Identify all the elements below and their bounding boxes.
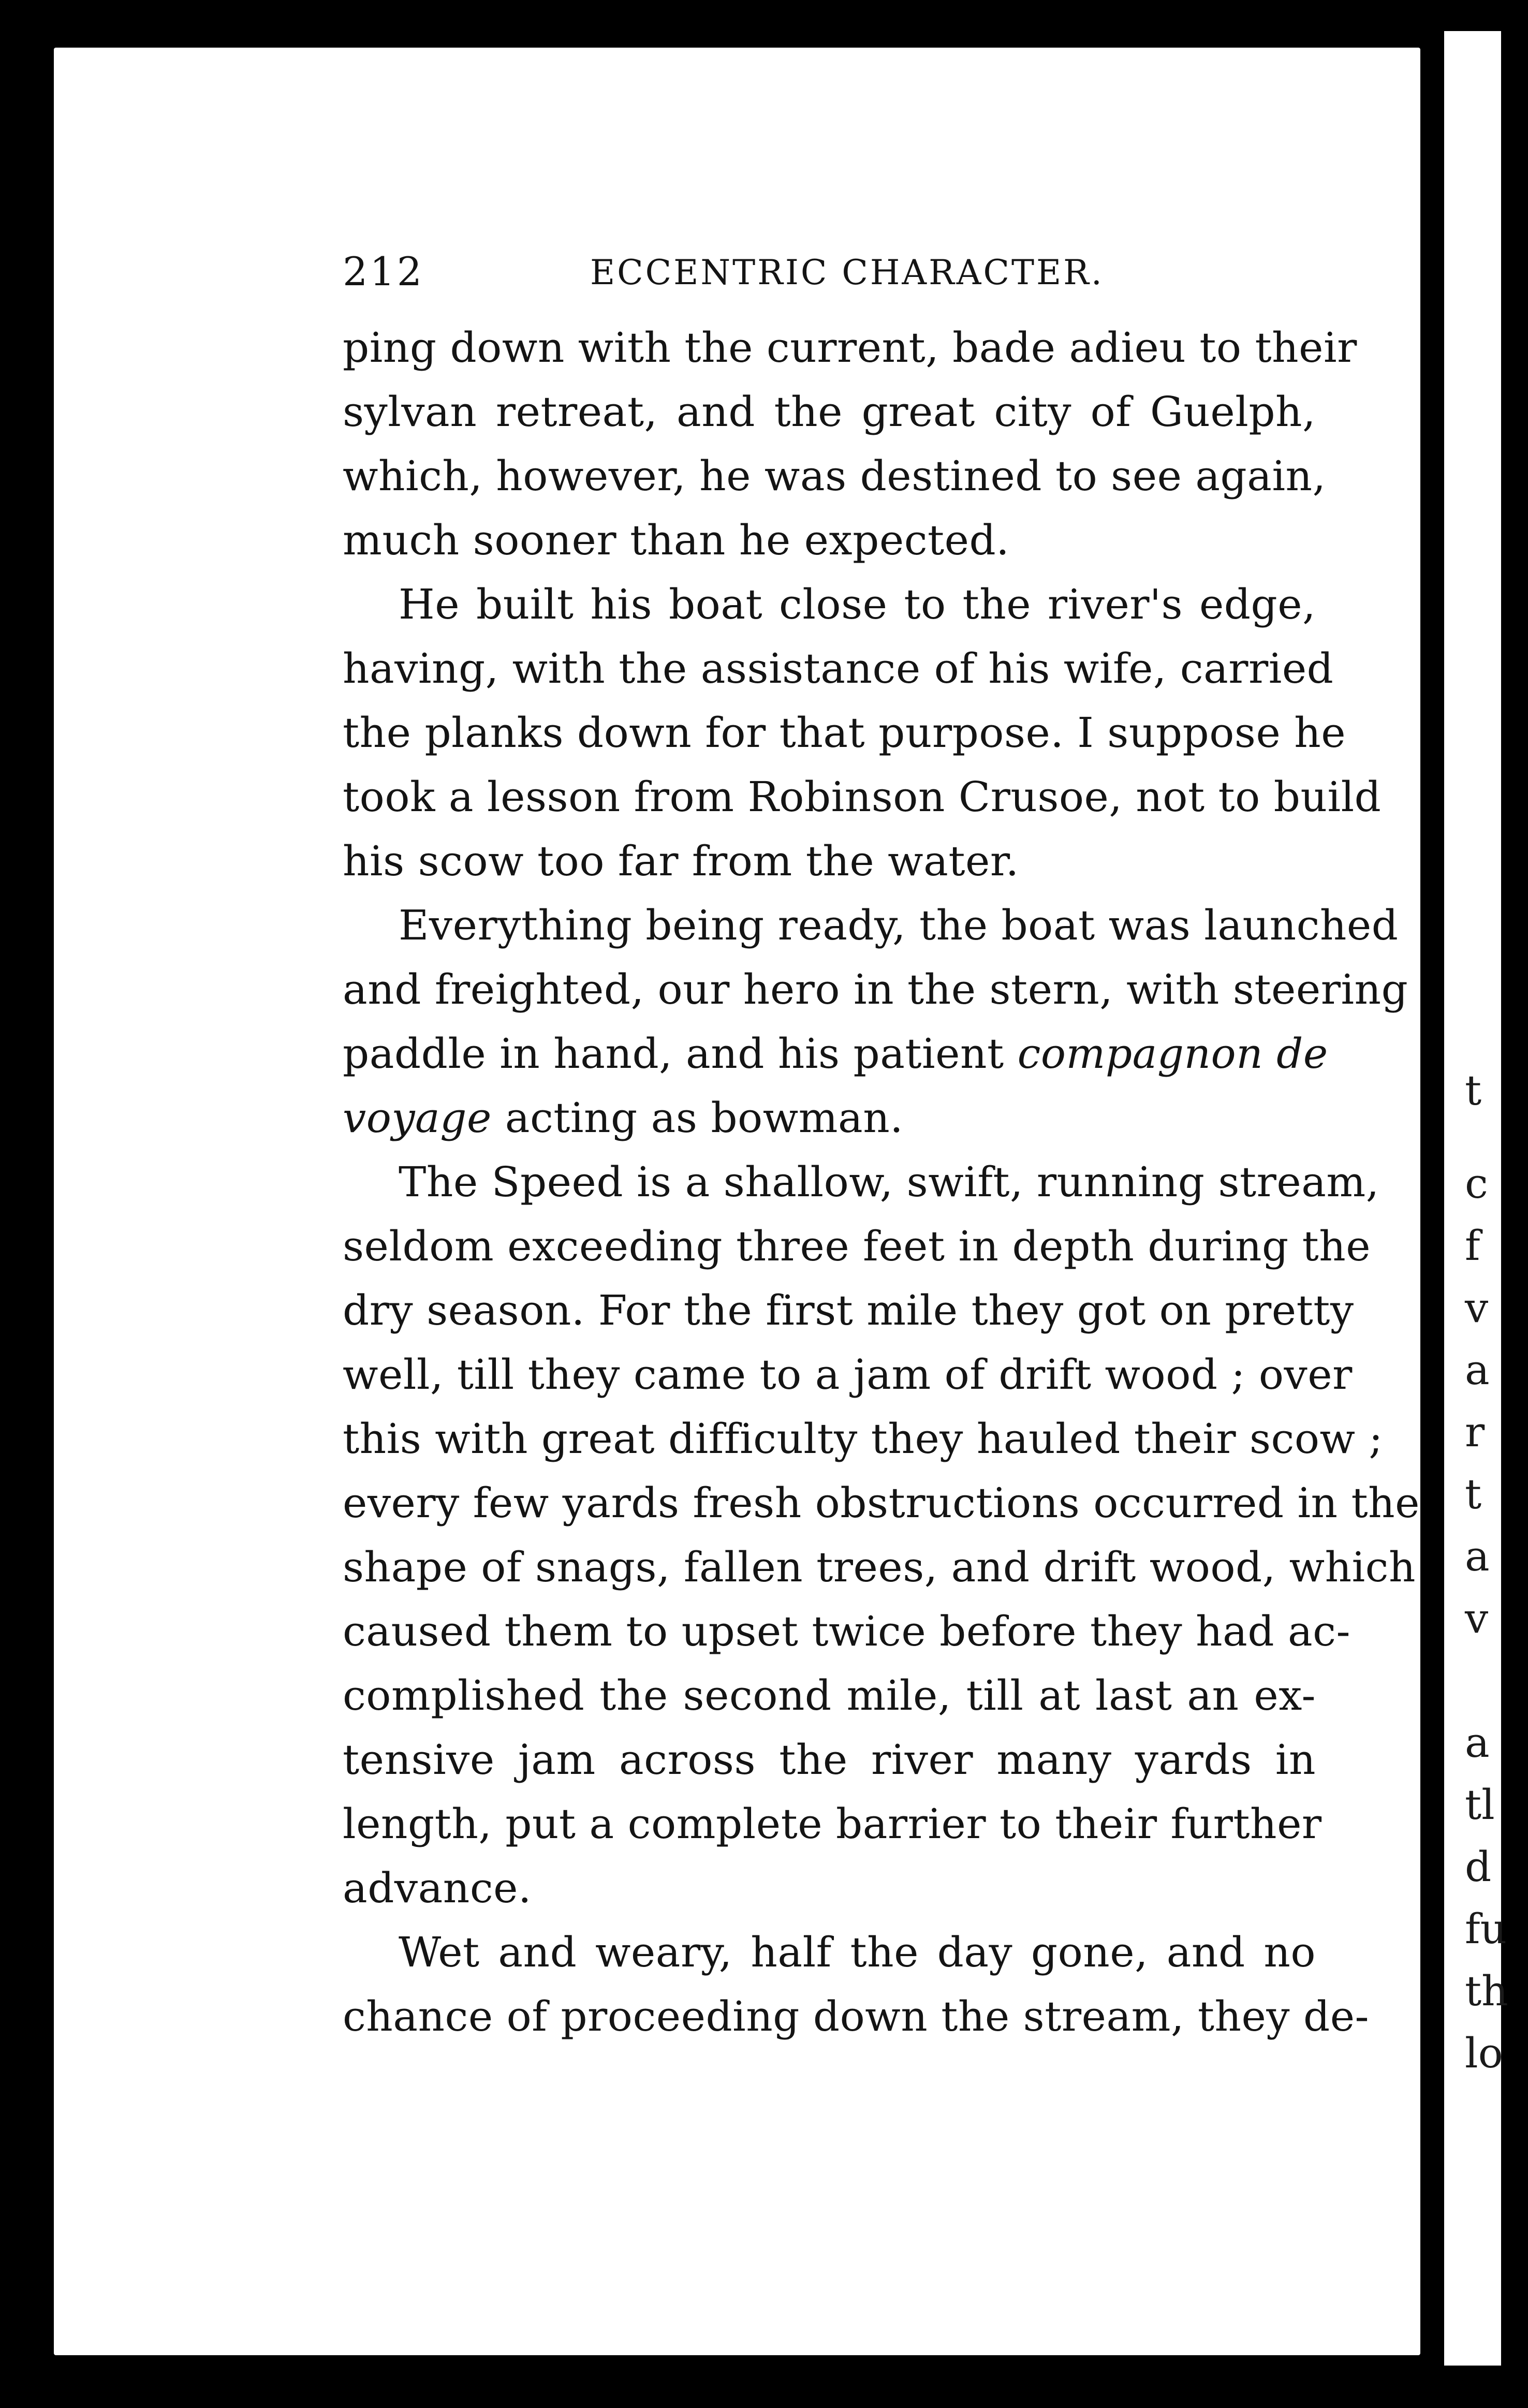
text-line: Wet and weary, half the day gone, and no (399, 1928, 1316, 1976)
text-line: the planks down for that purpose. I suppose he (343, 709, 1346, 757)
next-page-letter: f (1465, 1222, 1480, 1270)
next-page-letter: r (1465, 1408, 1485, 1456)
text-line: took a lesson from Robinson Crusoe, not to build (343, 773, 1382, 821)
running-head (343, 248, 1316, 305)
text-line: this with great difficulty they hauled their scow ; (343, 1415, 1383, 1463)
text-line: having, with the assistance of his wife, carried (343, 644, 1334, 693)
text-line: caused them to upset twice before they had ac- (343, 1607, 1350, 1655)
text-line: sylvan retreat, and the great city of Guelph, (343, 388, 1316, 436)
text-line: tensive jam across the river many yards in (343, 1736, 1316, 1784)
text-line: shape of snags, fallen trees, and drift wood, which (343, 1543, 1416, 1591)
text-line: chance of proceeding down the stream, they de- (343, 1992, 1370, 2040)
next-page-letter: a (1465, 1532, 1490, 1580)
text-line: length, put a complete barrier to their further (343, 1800, 1322, 1848)
next-page-letter: tl (1465, 1781, 1495, 1829)
next-page-letter: fu (1465, 1905, 1507, 1953)
text-line: advance. (343, 1864, 532, 1912)
text-line: which, however, he was destined to see again, (343, 452, 1326, 500)
text-line (343, 1086, 1316, 1150)
next-page-letter: d (1465, 1843, 1492, 1891)
next-page-letter: th (1465, 1967, 1508, 2015)
text-line: his scow too far from the water. (343, 837, 1019, 885)
italic-phrase: compagnon de (1017, 1030, 1328, 1078)
page-text (343, 248, 1420, 2049)
next-page-letter: a (1465, 1719, 1490, 1767)
text-run: paddle in hand, and his patient (343, 1030, 1018, 1078)
text-line: ping down with the current, bade adieu to their (343, 324, 1357, 372)
text-line: much sooner than he expected. (343, 516, 1010, 564)
text-line: and freighted, our hero in the stern, with steering (343, 965, 1408, 1014)
text-line: Everything being ready, the boat was launched (399, 901, 1399, 949)
next-page-edge (1444, 31, 1508, 2366)
text-line: every few yards fresh obstructions occurred in the (343, 1479, 1420, 1527)
text-line: complished the second mile, till at last an ex- (343, 1671, 1316, 1720)
next-page-letter: v (1465, 1594, 1489, 1642)
next-page-letter: lo (1465, 2029, 1503, 2077)
next-page-letter: t (1465, 1066, 1482, 1114)
next-page-letter: t (1465, 1470, 1482, 1518)
italic-phrase: voyage (343, 1094, 492, 1142)
text-line: seldom exceeding three feet in depth during the (343, 1222, 1371, 1270)
next-page-letter: a (1465, 1346, 1490, 1394)
text-line: The Speed is a shallow, swift, running stream, (399, 1158, 1379, 1206)
page-number: 212 (343, 248, 424, 295)
text-line: well, till they came to a jam of drift wood ; over (343, 1350, 1353, 1399)
text-line: dry season. For the first mile they got on pretty (343, 1286, 1354, 1334)
running-title: ECCENTRIC CHARACTER. (590, 253, 1104, 292)
text-run: acting as bowman. (491, 1094, 904, 1142)
text-line: He built his boat close to the river's edge, (399, 580, 1316, 628)
next-page-letter: v (1465, 1284, 1489, 1332)
next-page-letter: c (1465, 1159, 1488, 1208)
text-line (343, 1022, 1328, 1086)
